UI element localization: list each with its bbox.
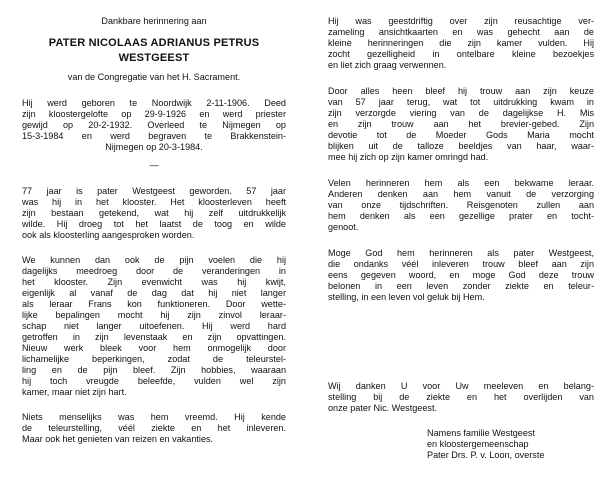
paragraph-line: zameling ansichtkaarten en was gehecht aan de [328, 27, 594, 37]
paragraph-line: eigenlijk al vanaf de dag dat hij niet langer [22, 288, 286, 298]
paragraph-line: lijke bepalingen mocht hij zijn zinvol leraar- [22, 310, 286, 320]
paragraph-line: hij toch vreugde beleefde, vulden wel zijn [22, 376, 286, 386]
paragraph-line: stelling, in een leven vol geluk bij Hem. [328, 292, 485, 302]
bio-line: gewijd op 20-2-1932. Overleed te Nijmegen op [22, 120, 286, 130]
name-line-1: PATER NICOLAAS ADRIANUS PETRUS [48, 37, 260, 49]
paragraph-line: schap niet langer uitoefenen. Hij werd hard [22, 321, 286, 331]
paragraph-line: was hij in het klooster. Het kloosterleven heeft [22, 197, 286, 207]
paragraph-line: We kunnen dan ook de pijn voelen die hij [22, 255, 286, 265]
paragraph-line: lichamelijke beperkingen, zodat de teleurstel- [22, 354, 286, 364]
paragraph-line: wilde. Hij droeg tot het laatst de toog en wilde [22, 219, 286, 229]
paragraph-line: mee hij zich op zijn kamer omringd had. [328, 152, 489, 162]
paragraph-line: Nieuw werk bleek voor hem onmogelijk door [22, 343, 286, 353]
congregation-text: van de Congregatie van het H. Sacrament. [67, 72, 241, 82]
paragraph-line: devotie tot de Moeder Gods Maria mocht [328, 130, 594, 140]
paragraph-line: die ondanks véél inleveren trouw bleef aan zijn [328, 259, 594, 269]
paragraph-line: belonen in een leven zonder ziekte en teleur- [328, 281, 594, 291]
paragraph-line: blijken uit de talloze beeldjes van haar, waar- [328, 141, 594, 151]
bio-line: 15-3-1984 en werd begraven te Brakkenstein- [22, 131, 286, 141]
bio-line: zijn kloostergelofte op 29-9-1926 en werd priester [22, 109, 286, 119]
paragraph-line: Moge God hem herinneren als pater Westgeest, [328, 248, 594, 258]
paragraph-line: het klooster. Zijn evenwicht was hij kwijt, [22, 277, 286, 287]
paragraph-line: kleine herinneringen die zijn kamer vulden. Hij [328, 38, 594, 48]
paragraph-line: hem denken als een gezellige prater en tocht- [328, 211, 594, 221]
paragraph-line: zijn verzorgde viering van de dagelijkse H. Mis [328, 108, 594, 118]
paragraph-line: Niets menselijks was hem vreemd. Hij kende [22, 412, 286, 422]
paragraph-line: ling en de pijn bleef. Zijn hobbies, waaraan [22, 365, 286, 375]
paragraph-line: getroffen in zijn levenstaak en zijn opvattingen. [22, 332, 286, 342]
paragraph-line: genoot. [328, 222, 359, 232]
paragraph-line: zocht gezelligheid in ontelbare kleine bezoekjes [328, 49, 594, 59]
paragraph-line: van onze tijdschriften. Reisgenoten zullen aan [328, 200, 594, 210]
paragraph-line: als leraar Frans kon funktioneren. Door wette- [22, 299, 286, 309]
paragraph-line: ook als kloosterling aangesproken worden. [22, 230, 195, 240]
paragraph-line: dagelijks meedroeg door de veranderingen in [22, 266, 286, 276]
paragraph-line: Wij danken U voor Uw meeleven en belang- [328, 381, 594, 391]
signature-line: Pater Drs. P. v. Loon, overste [427, 450, 545, 460]
paragraph-line: Velen herinneren hem als een bekwame leraar. [328, 178, 594, 188]
paragraph-line: kamer, maar niet zijn hart. [22, 387, 127, 397]
paragraph-line: de teleurstelling, véél ziekte en het inleveren. [22, 423, 286, 433]
paragraph-line: en liet zich graag verwennen. [328, 60, 447, 70]
paragraph-line: en zijn trouw aan het brevier-gebed. Zijn [328, 119, 594, 129]
paragraph-line: 77 jaar is pater Westgeest geworden. 57 jaar [22, 186, 286, 196]
name-line-2: WESTGEEST [118, 52, 190, 64]
bio-line: Nijmegen op 20-3-1984. [105, 142, 203, 152]
paragraph-line: Door alles heen bleef hij trouw aan zijn keuze [328, 86, 594, 96]
signature-line: en kloostergemeenschap [427, 439, 529, 449]
paragraph-line: van 57 jaar terug, wat tot uitdrukking kwam in [328, 97, 594, 107]
signature-line: Namens familie Westgeest [427, 428, 535, 438]
paragraph-line: Maar ook het genieten van reizen en vakanties. [22, 434, 214, 444]
paragraph-line: stelling bij de ziekte en het overlijden van [328, 392, 594, 402]
paragraph-line: eens gegeven woord, en moge God deze trouw [328, 270, 594, 280]
bio-line: Hij werd geboren te Noordwijk 2-11-1906. Deed [22, 98, 286, 108]
paragraph-line: Anderen denken aan hem vanuit de verzorging [328, 189, 594, 199]
intro-text: Dankbare herinnering aan [101, 16, 207, 26]
paragraph-line: Hij was geestdriftig over zijn reusachtige ver- [328, 16, 594, 26]
paragraph-line: onze pater Nic. Westgeest. [328, 403, 438, 413]
separator-dash: — [149, 160, 159, 170]
paragraph-line: zijn bestaan getekend, wat hij zelf uitdrukkelijk [22, 208, 286, 218]
